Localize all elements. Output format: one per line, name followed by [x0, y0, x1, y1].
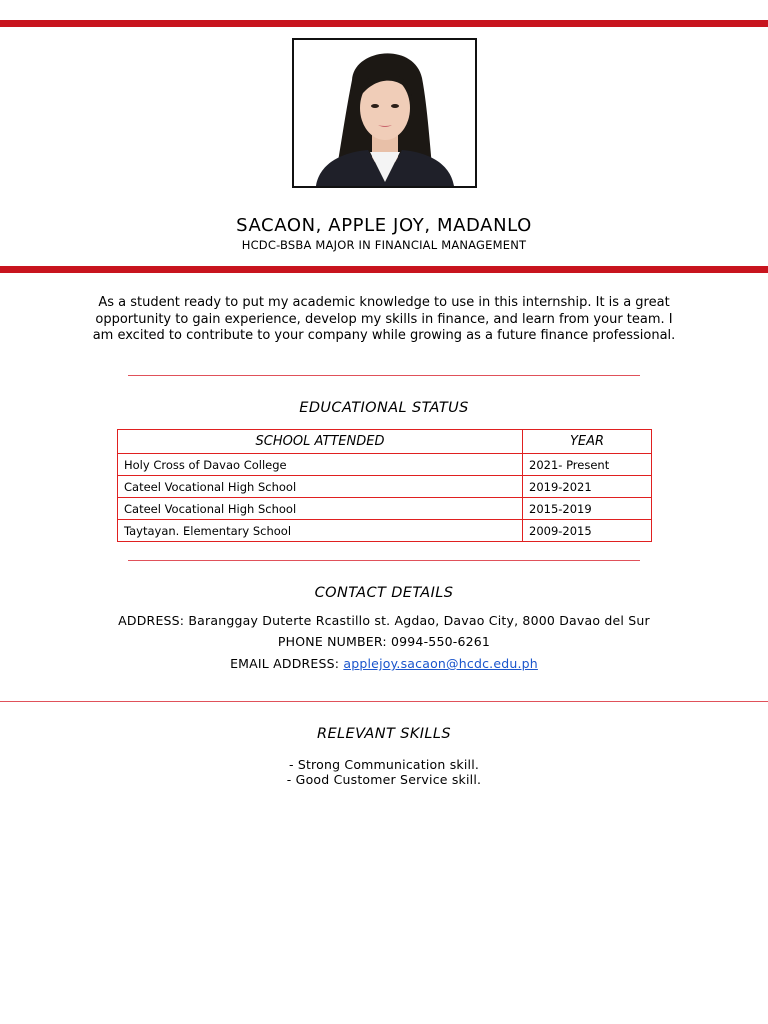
contact-address: ADDRESS: Baranggay Duterte Rcastillo st. Agdao, Davao City, 8000 Davao del Sur: [118, 613, 650, 628]
divider-line: [0, 701, 768, 702]
program-subtitle: HCDC-BSBA MAJOR IN FINANCIAL MANAGEMENT: [241, 238, 527, 252]
contact-phone: PHONE NUMBER: 0994-550-6261: [277, 634, 491, 649]
table-row: [118, 476, 652, 498]
school-cell: Cateel Vocational High School: [118, 476, 523, 498]
education-section-title: EDUCATIONAL STATUS: [299, 400, 469, 416]
objective-paragraph: As a student ready to put my academic knowledge to use in this internship. It is a great opportunity to gain experience, develop my skills in finance, and learn from your team. I am excited to contribute to your company while growing as a future finance professional.: [92, 295, 676, 343]
year-cell: 2015-2019: [523, 498, 652, 520]
skill-item: - Good Customer Service skill.: [286, 772, 482, 787]
skill-item: - Strong Communication skill.: [288, 757, 480, 772]
email-link[interactable]: applejoy.sacaon@hcdc.edu.ph: [343, 656, 538, 671]
column-header-school: SCHOOL ATTENDED: [118, 430, 523, 454]
education-table: [117, 429, 652, 542]
divider-line: [128, 375, 640, 376]
divider-line: [128, 560, 640, 561]
top-accent-bar: [0, 20, 768, 27]
school-cell: Taytayan. Elementary School: [118, 520, 523, 542]
profile-photo: [292, 38, 477, 188]
column-header-year: YEAR: [523, 430, 652, 454]
school-cell: Cateel Vocational High School: [118, 498, 523, 520]
year-cell: 2021- Present: [523, 454, 652, 476]
table-header-row: [118, 430, 652, 454]
email-label: EMAIL ADDRESS:: [230, 656, 344, 671]
year-cell: 2009-2015: [523, 520, 652, 542]
header-divider-bar: [0, 266, 768, 273]
table-row: [118, 498, 652, 520]
school-cell: Holy Cross of Davao College: [118, 454, 523, 476]
table-row: [118, 520, 652, 542]
skills-section-title: RELEVANT SKILLS: [317, 726, 451, 742]
year-cell: 2019-2021: [523, 476, 652, 498]
applicant-name: SACAON, APPLE JOY, MADANLO: [236, 215, 532, 236]
contact-email-line: [0, 656, 768, 671]
table-row: [118, 454, 652, 476]
contact-section-title: CONTACT DETAILS: [314, 585, 454, 601]
